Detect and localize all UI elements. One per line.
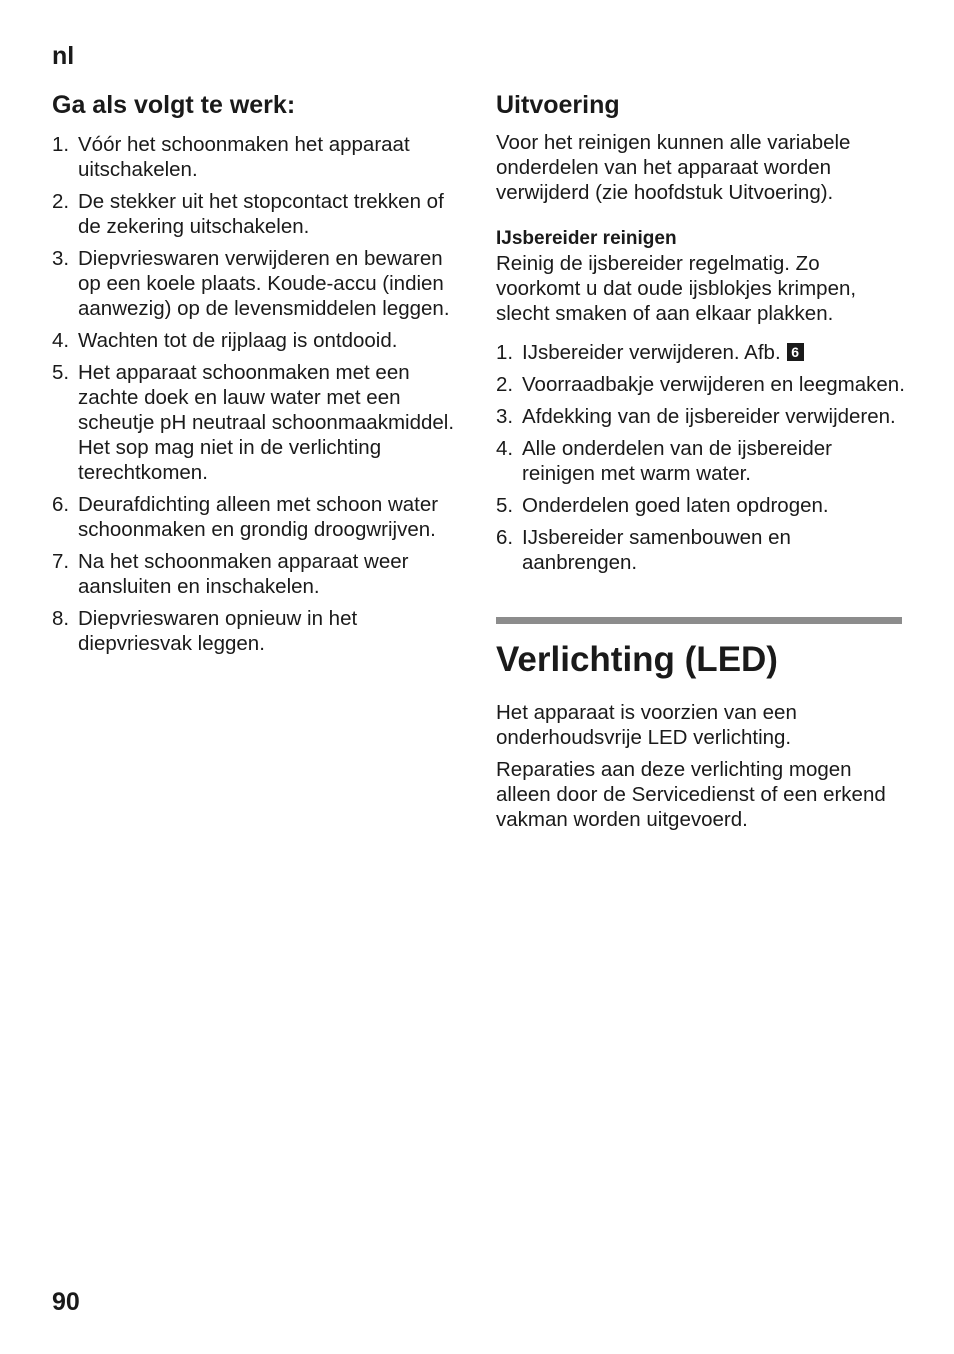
step-text: Diepvrieswaren opnieuw in het diepvriesvak leggen.: [78, 607, 358, 655]
list-item: [496, 372, 906, 397]
list-item: [496, 525, 906, 575]
step-text: Diepvrieswaren verwijderen en bewaren op een koele plaats. Koude-accu (indien aanwezig) op de levensmiddelen leggen.: [78, 247, 450, 320]
step-number: 1.: [52, 133, 70, 156]
procedure-heading: Ga als volgt te werk:: [52, 91, 296, 119]
step-number: 5.: [52, 361, 70, 384]
step-text: Wachten tot de rijplaag is ontdooid.: [78, 329, 398, 352]
list-item: [52, 549, 462, 599]
list-item: [496, 436, 906, 486]
step-text: De stekker uit het stopcontact trekken of de zekering uitschakelen.: [78, 190, 444, 238]
procedure-steps-list: [52, 132, 462, 656]
ice-maker-steps-list: [496, 340, 906, 575]
step-text: Afdekking van de ijsbereider verwijderen.: [522, 405, 896, 428]
step-number: 8.: [52, 607, 70, 630]
step-text: Vóór het schoonmaken het apparaat uitschakelen.: [78, 133, 410, 181]
list-item: [52, 492, 462, 542]
step-number: 4.: [496, 437, 514, 460]
step-number: 5.: [496, 494, 514, 517]
list-item: [52, 606, 462, 656]
step-number: 2.: [52, 190, 70, 213]
led-paragraph-2: Reparaties aan deze verlichting mogen alleen door de Servicedienst of een erkend vakman worden uitgevoerd.: [496, 758, 886, 831]
list-item: [52, 328, 462, 353]
list-item: [496, 404, 906, 429]
left-column: [52, 88, 462, 663]
step-text: Deurafdichting alleen met schoon water schoonmaken en grondig droogwrijven.: [78, 493, 439, 541]
step-number: 3.: [52, 247, 70, 270]
step-text: Na het schoonmaken apparaat weer aansluiten en inschakelen.: [78, 550, 409, 598]
step-number: 2.: [496, 373, 514, 396]
list-item: [52, 246, 462, 321]
figure-reference-badge: 6: [787, 343, 804, 361]
language-label: nl: [52, 42, 75, 70]
uitvoering-heading: Uitvoering: [496, 91, 620, 119]
list-item: [52, 360, 462, 485]
step-number: 1.: [496, 341, 514, 364]
ice-maker-subheading: IJsbereider reinigen: [496, 228, 677, 249]
page-number: 90: [52, 1288, 80, 1316]
step-number: 6.: [496, 526, 514, 549]
step-text: IJsbereider verwijderen. Afb.: [522, 341, 781, 364]
uitvoering-intro: Voor het reinigen kunnen alle variabele onderdelen van het apparaat worden verwijderd (zie hoofdstuk Uitvoering).: [496, 131, 851, 204]
list-item: [496, 340, 906, 365]
step-text: Het apparaat schoonmaken met een zachte doek en lauw water met een scheutje pH neutraal schoonmaakmiddel. Het sop mag niet in de verlichting terechtkomen.: [78, 361, 455, 484]
step-number: 4.: [52, 329, 70, 352]
step-text: Onderdelen goed laten opdrogen.: [522, 494, 829, 517]
ice-maker-intro: Reinig de ijsbereider regelmatig. Zo voorkomt u dat oude ijsblokjes krimpen, slecht smaken of aan elkaar plakken.: [496, 252, 857, 325]
right-column: [496, 88, 906, 832]
list-item: [52, 189, 462, 239]
step-number: 7.: [52, 550, 70, 573]
list-item: [52, 132, 462, 182]
step-number: 6.: [52, 493, 70, 516]
led-section-title: Verlichting (LED): [496, 640, 778, 679]
step-number: 3.: [496, 405, 514, 428]
led-paragraph-1: Het apparaat is voorzien van een onderhoudsvrije LED verlichting.: [496, 701, 797, 749]
section-divider: [496, 617, 902, 624]
step-text: Voorraadbakje verwijderen en leegmaken.: [522, 373, 905, 396]
list-item: [496, 493, 906, 518]
step-text: IJsbereider samenbouwen en aanbrengen.: [522, 526, 791, 574]
step-text: Alle onderdelen van de ijsbereider reinigen met warm water.: [522, 437, 832, 485]
